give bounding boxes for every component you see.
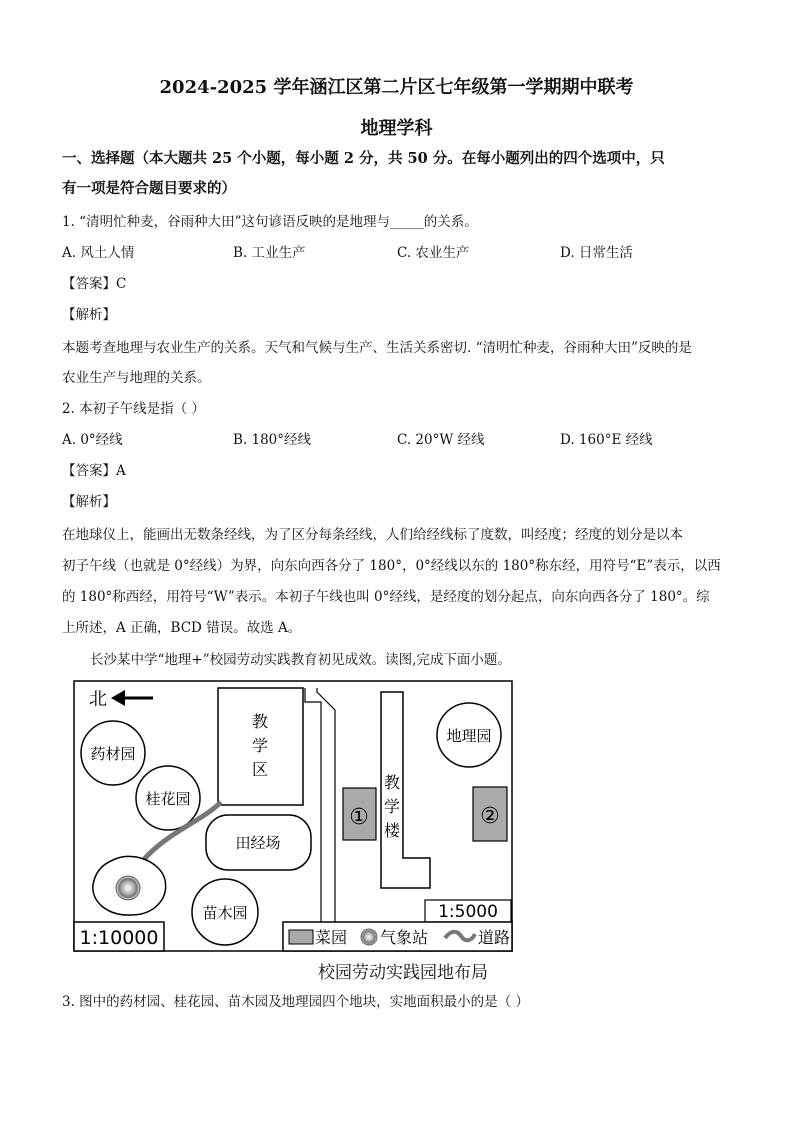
legend-weather-label: 气象站 — [380, 928, 429, 947]
section-header-line2: 有一项是符合题目要求的） — [62, 180, 236, 197]
q3-stem: 3. 图中的药材园、桂花园、苗木园及地理园四个地块，实地面积最小的是（ ） — [62, 994, 529, 1010]
map-intro: 长沙某中学“地理+”校园劳动实践教育初见成效。读图,完成下面小题。 — [90, 652, 511, 668]
q2-analysis-label: 【解析】 — [62, 494, 116, 510]
q2-option-b: B. 180°经线 — [233, 432, 312, 448]
teaching-building-char2: 学 — [383, 797, 401, 816]
scale-left: 1:10000 — [79, 927, 159, 949]
q1-option-c: C. 农业生产 — [397, 245, 470, 261]
q2-option-a: A. 0°经线 — [62, 432, 123, 448]
legend-vegetable-label: 菜园 — [315, 928, 348, 947]
teaching-area-char3: 区 — [251, 760, 269, 779]
plot-2-label: ② — [480, 804, 500, 829]
north-label: 北 — [89, 689, 107, 710]
q2-stem: 2. 本初子午线是指（ ） — [62, 401, 205, 417]
q2-analysis-line4: 上所述，A 正确，BCD 错误。故选 A。 — [62, 620, 302, 636]
scale-right: 1:5000 — [438, 902, 498, 922]
exam-title: 2024-2025 学年涵江区第二片区七年级第一学期期中联考 — [159, 77, 634, 98]
guihua-label: 桂花园 — [145, 790, 191, 808]
q1-analysis-line1: 本题考查地理与农业生产的关系。天气和气候与生产、生活关系密切. “清明忙种麦，谷雨种大田”反映的是 — [62, 340, 692, 356]
legend-road-label: 道路 — [478, 928, 511, 947]
section-header-line1: 一、选择题（本大题共 25 个小题，每小题 2 分，共 50 分。在每小题列出的四个选项中，只 — [62, 150, 665, 167]
q1-option-b: B. 工业生产 — [233, 245, 306, 261]
q1-answer: 【答案】C — [62, 276, 127, 292]
subject-title: 地理学科 — [360, 118, 433, 139]
weather-station-icon — [116, 876, 140, 900]
legend-weather-icon — [361, 929, 377, 945]
teaching-building-char1: 教 — [383, 773, 401, 792]
q2-option-c: C. 20°W 经线 — [397, 432, 485, 448]
q2-option-d: D. 160°E 经线 — [560, 432, 653, 448]
road — [305, 688, 335, 951]
campus-map-figure — [73, 680, 733, 982]
teaching-area-char2: 学 — [251, 736, 269, 755]
legend-vegetable-swatch — [289, 930, 313, 944]
q2-analysis-line2: 初子午线（也就是 0°经线）为界，向东向西各分了 180°，0°经线以东的 180°称东经，用符号“E”表示，以西 — [62, 558, 721, 574]
teaching-area-char1: 教 — [251, 712, 269, 731]
yaocai-label: 药材园 — [90, 745, 136, 763]
q2-analysis-line3: 的 180°称西经，用符号“W”表示。本初子午线也叫 0°经线，是经度的划分起点，向东向西各分了 180°。综 — [62, 589, 710, 605]
q1-stem: 1. “清明忙种麦，谷雨种大田”这句谚语反映的是地理与_____的关系。 — [62, 214, 478, 230]
q2-analysis-line1: 在地球仪上，能画出无数条经线，为了区分每条经线，人们给经线标了度数，叫经度；经度的划分是以本 — [62, 527, 683, 543]
dili-label: 地理园 — [446, 727, 492, 745]
q1-option-a: A. 风土人情 — [62, 245, 135, 261]
map-caption: 校园劳动实践园地布局 — [318, 963, 488, 983]
sports-field-label: 田经场 — [235, 834, 281, 852]
q1-analysis-line2: 农业生产与地理的关系。 — [62, 370, 211, 386]
miaomu-label: 苗木园 — [202, 904, 248, 922]
teaching-building-char3: 楼 — [383, 821, 401, 840]
q1-option-d: D. 日常生活 — [560, 245, 633, 261]
north-arrow-icon — [111, 690, 153, 706]
plot-1-label: ① — [349, 805, 369, 830]
q2-answer: 【答案】A — [62, 463, 126, 479]
q1-analysis-label: 【解析】 — [62, 307, 116, 323]
